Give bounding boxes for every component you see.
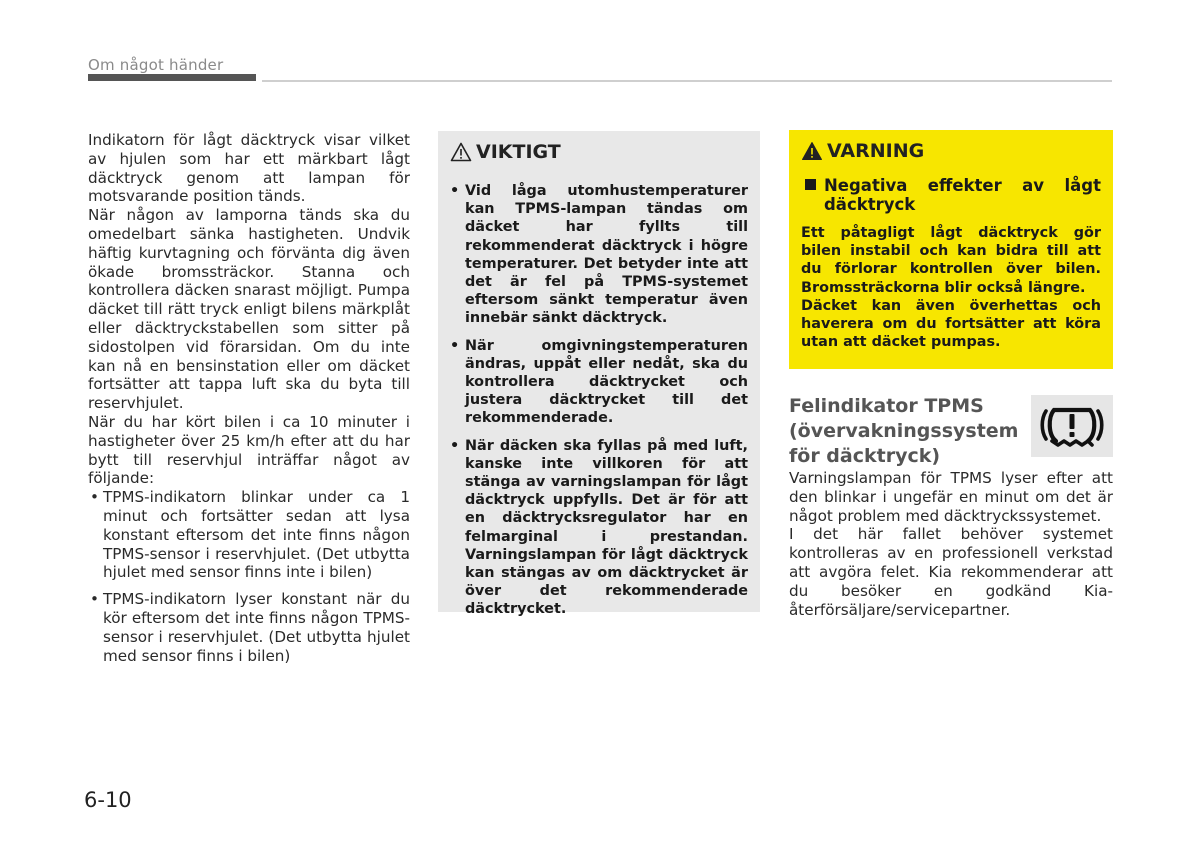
varning-paragraph: Ett påtagligt lågt däcktryck gör bilen instabil och kan bidra till att du förlorar kontrollen över bilen. Bromssträckorna blir också längre. bbox=[801, 225, 1101, 296]
viktigt-title bbox=[450, 141, 748, 163]
section-header-title: Om något händer bbox=[88, 56, 224, 74]
square-bullet-icon bbox=[805, 179, 816, 190]
tpms-symbol-graphic bbox=[1039, 401, 1105, 451]
left-column bbox=[88, 131, 410, 665]
bullet-item: • TPMS-indikatorn blinkar under ca 1 minut och fortsätter sedan att lysa konstant eftersom det inte finns någon TPMS-sensor i reservhjulet. (Det utbytta hjulet med sensor finns inte i bilen) bbox=[88, 488, 410, 582]
body-paragraph: Varningslampan för TPMS lyser efter att den blinkar i ungefär en minut om det är något problem med däcktryckssystemet. bbox=[789, 469, 1113, 525]
viktigt-bullet-item: • Vid låga utomhustemperaturer kan TPMS-lampan tändas om däcket har fyllts till rekommenderat däcktryck i högre temperaturer. Det betyder inte att det är fel på TPMS-systemet eftersom sänkt temperatur även innebär sänkt däcktryck. bbox=[450, 182, 748, 328]
varning-title-text: VARNING bbox=[827, 140, 925, 162]
varning-paragraph: Däcket kan även överhettas och haverera om du fortsätter att köra utan att däcket pumpas. bbox=[801, 297, 1101, 351]
viktigt-bullet-item: • När omgivningstemperaturen ändras, uppåt eller nedåt, ska du kontrollera däcktrycket och justera däcktrycket till det rekommenderade. bbox=[450, 337, 748, 428]
page-number: 6-10 bbox=[84, 788, 132, 812]
varning-warning-box bbox=[789, 130, 1113, 369]
tpms-section-heading: Felindikator TPMS (övervakningssystem för däcktryck) bbox=[789, 395, 1019, 467]
varning-subtitle-text: Negativa effekter av lågt däcktryck bbox=[824, 176, 1101, 214]
viktigt-bullet-list bbox=[450, 182, 748, 619]
header-accent-bar bbox=[88, 74, 256, 81]
tpms-section-body bbox=[789, 469, 1113, 619]
viktigt-title-text: VIKTIGT bbox=[476, 141, 561, 163]
body-paragraph: När du har kört bilen i ca 10 minuter i hastigheter över 25 km/h efter att du har bytt till reservhjul inträffar något av följande: bbox=[88, 412, 410, 488]
body-paragraph: I det här fallet behöver systemet kontrolleras av en professionell verkstad att avgöra felet. Kia rekommenderar att du besöker en godkänd Kia-återförsäljare/servicepartner. bbox=[789, 525, 1113, 619]
bullet-list bbox=[88, 488, 410, 665]
tpms-warning-icon bbox=[1031, 395, 1113, 457]
bullet-item: • TPMS-indikatorn lyser konstant när du kör eftersom det inte finns någon TPMS-sensor i reservhjulet. (Det utbytta hjulet med sensor finns i bilen) bbox=[88, 590, 410, 665]
viktigt-bullet-item: • När däcken ska fyllas på med luft, kanske inte villkoren för att stänga av varningslampan för lågt däcktryck uppfylls. Det är för att en däcktrycksregulator har en felmarginal i prestandan. Varningslampan för lågt däcktryck kan stängas av om däcktrycket är över det rekommenderade däcktrycket. bbox=[450, 437, 748, 619]
varning-title bbox=[801, 140, 1101, 162]
warning-triangle-outline-icon bbox=[450, 142, 472, 162]
header-divider-line bbox=[262, 80, 1112, 82]
varning-subtitle bbox=[801, 176, 1101, 214]
body-paragraph: När någon av lamporna tänds ska du omedelbart sänka hastigheten. Undvik häftig kurvtagning och förvänta dig även ökade bromssträckor. Stanna och kontrollera däcken snarast möjligt. Pumpa däcket till rätt tryck enligt bilens märkplåt eller däcktryckstabellen som sitter på sidostolpen vid förarsidan. Om du inte kan nå en bensinstation eller om däcket fortsätter att tappa luft ska du byta till reservhjulet. bbox=[88, 206, 410, 413]
body-paragraph: Indikatorn för lågt däcktryck visar vilket av hjulen som har ett märkbart lågt däcktryck genom att lampan för motsvarande position tänds. bbox=[88, 131, 410, 206]
warning-triangle-filled-icon bbox=[801, 141, 823, 161]
viktigt-notice-box bbox=[438, 131, 760, 618]
